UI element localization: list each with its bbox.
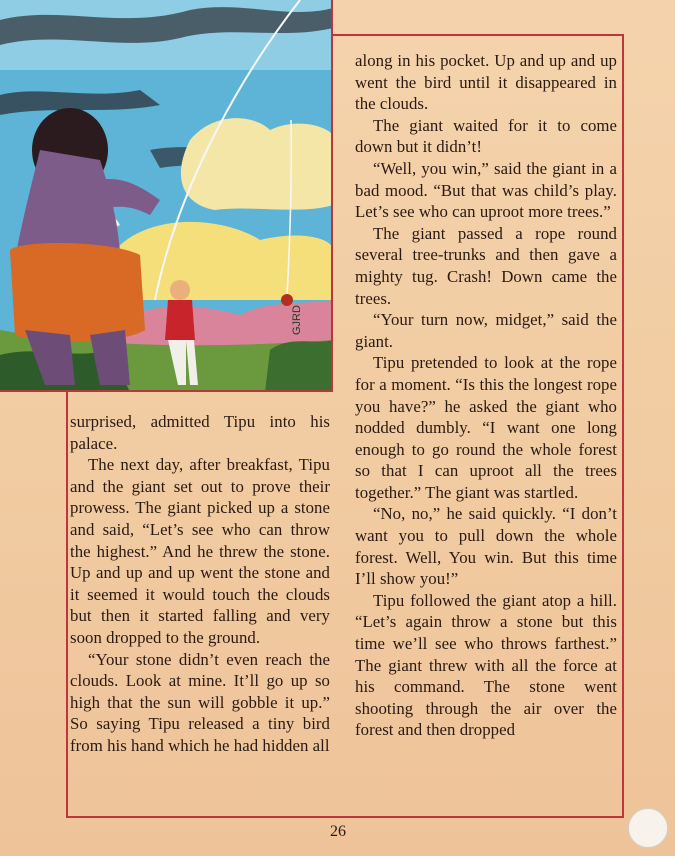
paragraph: Tipu followed the giant atop a hill. “Let’s again throw a stone but this time we’ll see who throws farthest.” The giant threw with all the force at his command. The stone went shooting through the air over the forest and then dropped bbox=[355, 590, 617, 740]
paragraph: “Your stone didn’t even reach the clouds. Look at mine. It’ll go up so high that the sun will gobble it up.” So saying Tipu released a tiny bird from his hand which he had hidden all bbox=[70, 649, 330, 755]
svg-text:GJRD: GJRD bbox=[291, 305, 303, 335]
frame-bottom bbox=[66, 816, 624, 818]
frame-top bbox=[333, 34, 624, 36]
watermark-seal bbox=[628, 808, 668, 848]
story-illustration bbox=[0, 0, 333, 392]
paragraph: along in his pocket. Up and up and up went the bird until it disappeared in the clouds. bbox=[355, 51, 617, 114]
frame-left bbox=[66, 392, 68, 818]
right-text-column bbox=[355, 50, 617, 741]
paragraph: Tipu pretended to look at the rope for a moment. “Is this the longest rope you have?” he asked the giant who nodded dumbly. “I want one long enough to go round the whole forest so that I can uproot all the trees together.” The giant was startled. bbox=[355, 353, 617, 502]
left-text-column bbox=[70, 411, 330, 757]
page-number: 26 bbox=[330, 823, 346, 840]
paragraph: surprised, admitted Tipu into his palace. bbox=[70, 412, 330, 453]
paragraph: The giant waited for it to come down but it didn’t! bbox=[355, 115, 617, 157]
paragraph: The giant passed a rope round several tree-trunks and then gave a mighty tug. Crash! Down came the trees. bbox=[355, 223, 617, 308]
paragraph: “Your turn now, midget,” said the giant. bbox=[355, 310, 617, 351]
paragraph: “Well, you win,” said the giant in a bad mood. “But that was child’s play. Let’s see who can uproot more trees.” bbox=[355, 158, 617, 222]
frame-right bbox=[622, 34, 624, 818]
paragraph: “No, no,” he said quickly. “I don’t want you to pull down the whole forest. Well, You win. But this time I’ll show you!” bbox=[355, 504, 617, 589]
paragraph: The next day, after breakfast, Tipu and the giant set out to prove their prowess. The giant picked up a stone and said, “Let’s see who can throw the highest.” And he threw the stone. Up and up and up went the stone and it seemed it would touch the clouds but then it started falling and very soon dropped to the ground. bbox=[70, 455, 330, 647]
